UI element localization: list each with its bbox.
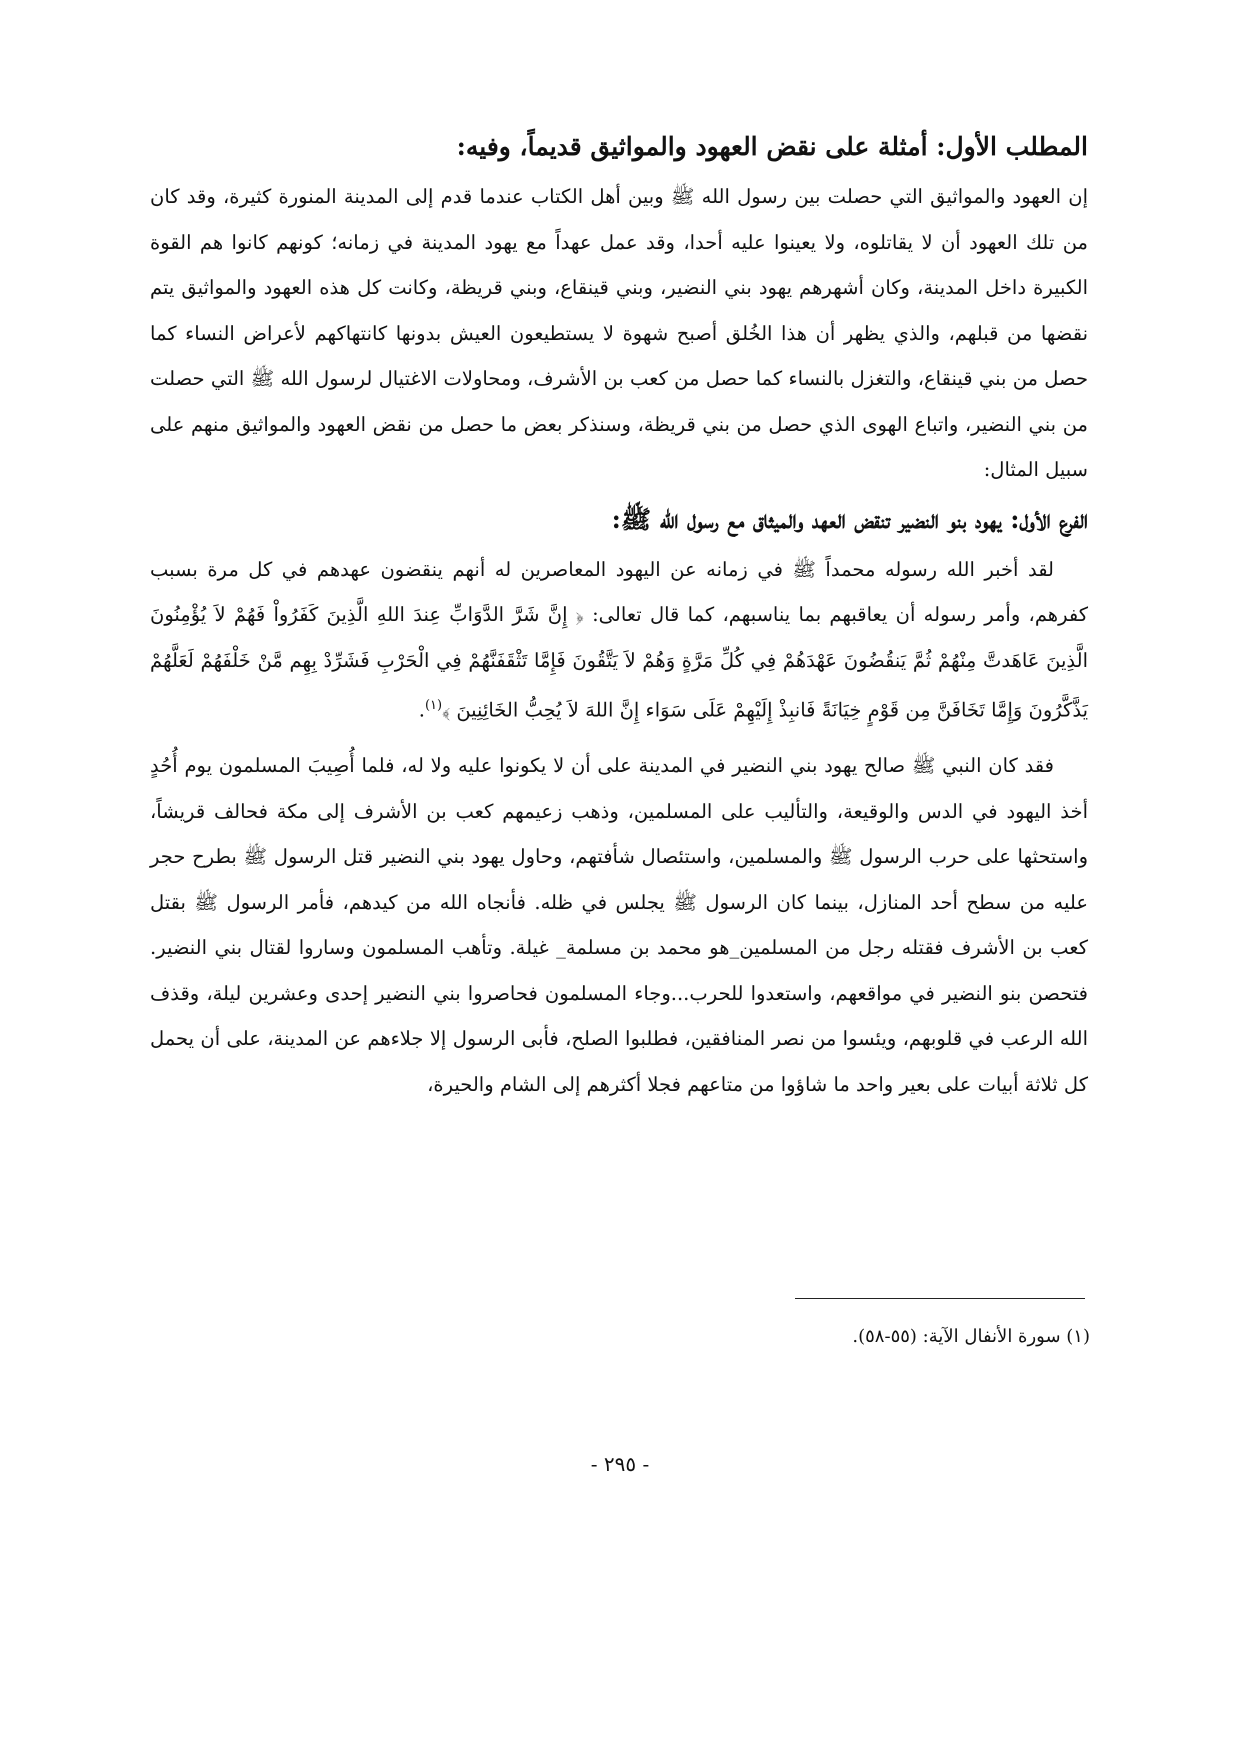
section-heading: المطلب الأول: أمثلة على نقض العهود والمواثيق قديماً، وفيه:: [456, 132, 1088, 161]
history-paragraph: فقد كان النبي ﷺ صالح يهود بني النضير في المدينة على أن لا يكونوا عليه ولا له، فلما أُصِيبَ المسلمون يوم أُحُدٍ أخذ اليهود في الدس والوقيعة، والتأليب على المسلمين، وذهب زعيمهم كعب بن الأشرف إلى مكة فحالف قريشاً، واستحثها على حرب الرسول ﷺ والمسلمين، واستئصال شأفتهم، وحاول يهود بني النضير قتل الرسول ﷺ بطرح حجر عليه من سطح أحد المنازل، بينما كان الرسول ﷺ يجلس في ظله. فأنجاه الله من كيدهم، فأمر الرسول ﷺ بقتل كعب بن الأشرف فقتله رجل من المسلمين_هو محمد بن مسلمة_ غيلة. وتأهب المسلمون وساروا لقتال بني النضير. فتحصن بنو النضير في مواقعهم، واستعدوا للحرب...وجاء المسلمون فحاصروا بني النضير إحدى وعشرين ليلة، وقذف الله الرعب في قلوبهم، ويئسوا من نصر المنافقين، فطلبوا الصلح، فأبى الرسول إلا جلاءهم عن المدينة، على أن يحمل كل ثلاثة أبيات على بعير واحد ما شاؤوا من متاعهم فجلا أكثرهم إلى الشام والحيرة،: [150, 754, 1088, 1096]
quran-paragraph-end: .: [418, 698, 425, 722]
footnote: (١) سورة الأنفال الآية: (٥٥-٥٨).: [852, 1326, 1090, 1347]
page-number: - ٢٩٥ -: [590, 1452, 650, 1476]
footnote-divider: [795, 1298, 1085, 1299]
quran-paragraph: [150, 547, 1088, 734]
quran-paragraph-text: لقد أخبر الله رسوله محمداً ﷺ في زمانه عن اليهود المعاصرين له أنهم ينقضون عهدهم في كل مرة بسبب كفرهم، وأمر رسوله أن يعاقبهم بما يناسبهم، كما قال تعالى: ﴿ إِنَّ شَرَّ الدَّوَابِّ عِندَ اللهِ الَّذِينَ كَفَرُواْ فَهُمْ لاَ يُؤْمِنُونَ الَّذِينَ عَاهَدتَّ مِنْهُمْ ثُمَّ يَنقُضُونَ عَهْدَهُمْ فِي كُلِّ مَرَّةٍ وَهُمْ لاَ يَتَّقُونَ فَإِمَّا تَثْقَفَنَّهُمْ فِي الْحَرْبِ فَشَرِّدْ بِهِم مَّنْ خَلْفَهُمْ لَعَلَّهُمْ يَذَّكَّرُونَ وَإِمَّا تَخَافَنَّ مِن قَوْمٍ خِيَانَةً فَانبِذْ إِلَيْهِمْ عَلَى سَوَاء إِنَّ اللهَ لاَ يُحِبُّ الخَائِنِينَ ﴾: [150, 557, 1088, 722]
intro-paragraph: إن العهود والمواثيق التي حصلت بين رسول الله ﷺ وبين أهل الكتاب عندما قدم إلى المدينة المنورة كثيرة، وقد كان من تلك العهود أن لا يقاتلوه، ولا يعينوا عليه أحدا، وقد عمل عهداً مع يهود المدينة في زمانه؛ كونهم كانوا هم القوة الكبيرة داخل المدينة، وكان أشهرهم يهود بني النضير، وبني قينقاع، وبني قريظة، وكانت كل هذه العهود والمواثيق يتم نقضها من قبلهم، والذي يظهر أن هذا الخُلق أصبح شهوة لا يستطيعون العيش بدونها كانتهاكهم لأعراض النساء كما حصل من بني قينقاع، والتغزل بالنساء كما حصل من كعب بن الأشرف، ومحاولات الاغتيال لرسول الله ﷺ التي حصلت من بني النضير، واتباع الهوى الذي حصل من بني قريظة، وسنذكر بعض ما حصل من نقض العهود والمواثيق منهم على سبيل المثال:: [150, 185, 1088, 481]
footnote-reference: (١): [424, 698, 443, 713]
page-body: [150, 120, 1088, 1107]
subsection-heading: الفرع الأول: يهود بنو النضير تنقض العهد والميثاق مع رسول الله ﷺ:: [611, 504, 1088, 534]
